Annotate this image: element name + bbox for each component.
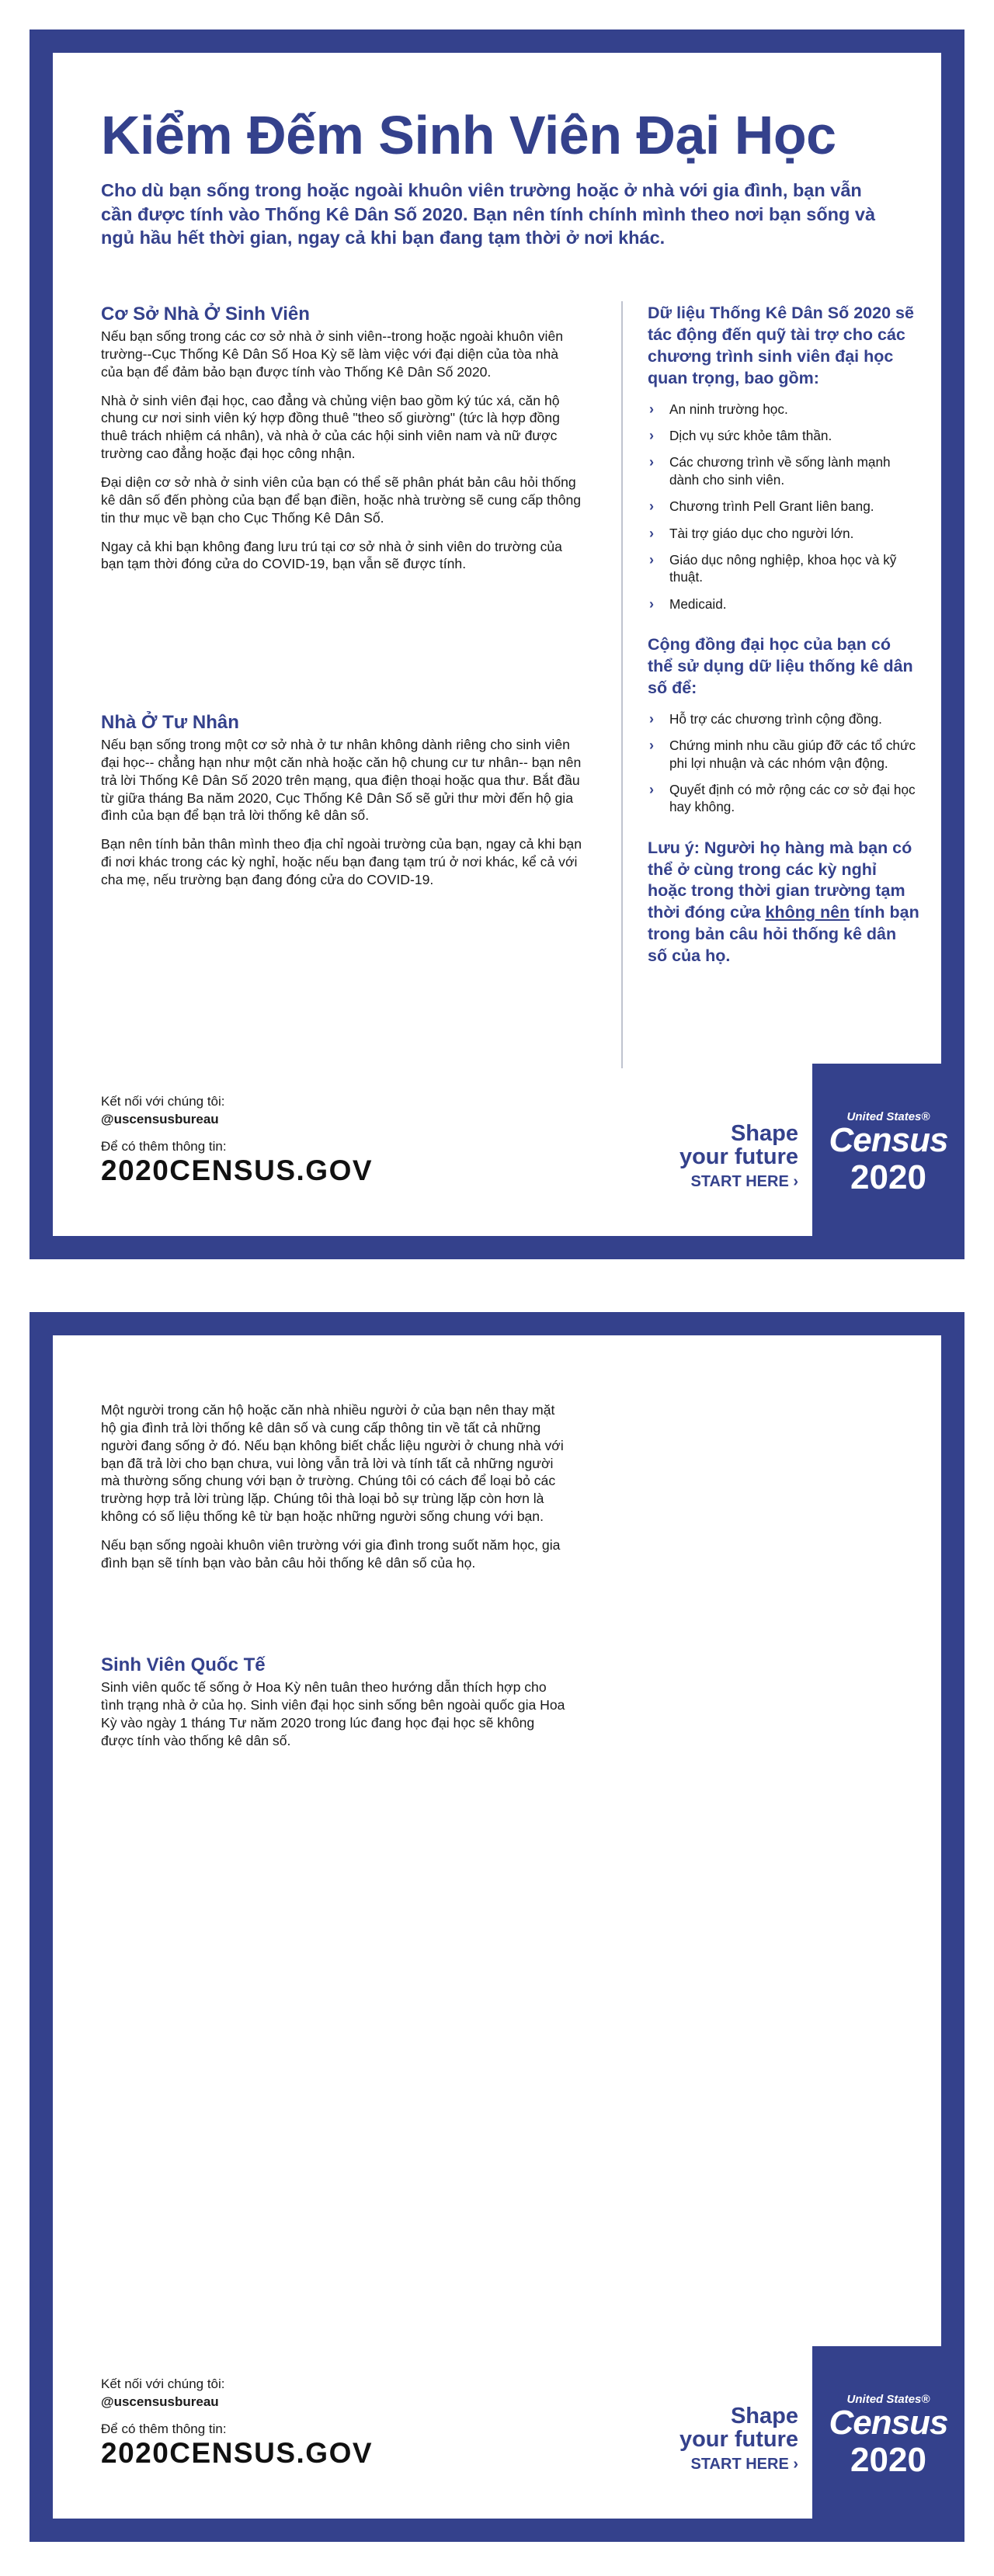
international-heading: Sinh Viên Quốc Tế [101,1654,266,1675]
body-paragraph: Nếu bạn sống ngoài khuôn viên trường với gia đình trong suốt năm học, gia đình bạn sẽ tính bạn vào bản câu hỏi thống kê dân số của họ. [101,1537,561,1571]
private-paragraph: Bạn nên tính bản thân mình theo địa chỉ ngoài trường của bạn, ngay cả khi bạn đi nơi khác trong các kỳ nghỉ, hoặc nếu bạn đang tạm trú ở nơi khác, kể cả với cha mẹ, nếu trường bạn đang đóng cửa do COVID-19. [101,836,582,888]
chevron-right-icon: › [649,551,654,568]
social-handle[interactable]: @uscensusbureau [101,2394,219,2409]
list-item: › Hỗ trợ các chương trình cộng đồng. [648,710,919,727]
connect-label: Kết nối với chúng tôi: [101,2376,225,2391]
community-list [648,710,919,816]
shape-your-future-tagline: Shape your future START HERE › [643,2404,798,2473]
page-title: Kiểm Đếm Sinh Viên Đại Học [101,105,836,165]
list-item: › An ninh trường học. [648,401,919,418]
funding-list [648,401,919,613]
body-paragraph: Một người trong căn hộ hoặc căn nhà nhiều người ở của bạn nên thay mặt hộ gia đình trả lời thống kê dân số và cung cấp thông tin về tất cả những người đang sống ở đó. Nếu bạn không biết chắc liệu người ở chung nhà với bạn đã trả lời cho bạn chưa, vui lòng vẫn trả lời và tính tất cả những người mà thường sống chung với bạn ở trường. Chúng tôi có cách để loại bỏ các trường hợp trả lời trùng lặp. Chúng tôi thà loại bỏ sự trùng lặp còn hơn là không có số liệu thống kê từ bạn hoặc những người sống chung với bạn. [101,1402,564,1525]
website-link[interactable]: 2020CENSUS.GOV [101,2436,374,2469]
dorm-heading: Cơ Sở Nhà Ở Sinh Viên [101,304,310,325]
shape-your-future-tagline: Shape your future START HERE › [643,1122,798,1190]
census-2020-logo: United States® Census 2020 [812,2346,964,2519]
column-divider [621,301,623,1068]
chevron-right-icon: › [649,498,654,515]
footer-contact [101,1093,373,1186]
private-section [101,711,582,900]
dorm-paragraph: Nhà ở sinh viên đại học, cao đẳng và chủng viện bao gồm ký túc xá, căn hộ chung cư nơi sinh viên ký hợp đồng thuê "theo số giường" (tức là hợp đồng thuê trách nhiệm cá nhân), và nhà ở của các hội sinh viên nam và nữ được trường cao đẳng hoặc đại học công nhận. [101,392,560,462]
census-2020-logo: United States® Census 2020 [812,1064,964,1236]
chevron-right-icon: › [649,401,654,417]
list-item: › Medicaid. [648,595,919,613]
list-item: › Quyết định có mở rộng các cơ sở đại học hay không. [649,781,916,815]
note-emphasis: không nên [765,903,850,922]
list-item: › Chương trình Pell Grant liên bang. [648,498,919,515]
chevron-right-icon: › [649,428,654,444]
list-item: › Các chương trình về sống lành mạnh dành cho sinh viên. [649,454,891,488]
sidebar [648,303,919,967]
chevron-right-icon: › [649,595,654,612]
private-heading: Nhà Ở Tư Nhân [101,712,239,733]
footer-contact [101,2376,373,2469]
community-heading: Cộng đồng đại học của bạn có thể sử dụng dữ liệu thống kê dân số để: [648,634,913,697]
dorm-paragraph: Đại diện cơ sở nhà ở sinh viên của bạn có thể sẽ phân phát bản câu hỏi thống kê dân số đến phòng của bạn để bạn điền, hoặc nhà trường sẽ cung cấp thông tin thư mục về bạn cho Cục Thống Kê Dân Số. [101,474,582,526]
list-item: › Chứng minh nhu cầu giúp đỡ các tổ chức phi lợi nhuận và các nhóm vận động. [649,738,916,771]
chevron-right-icon: › [649,525,654,541]
international-paragraph: Sinh viên quốc tế sống ở Hoa Kỳ nên tuân theo hướng dẫn thích hợp cho tình trạng nhà ở của họ. Sinh viên đại học sinh sống bên ngoài quốc gia Hoa Kỳ vào ngày 1 tháng Tư năm 2020 trong lúc đang học đại học sẽ không được tính vào thống kê dân số. [101,1679,565,1748]
connect-label: Kết nối với chúng tôi: [101,1094,225,1109]
start-here-link[interactable]: START HERE › [690,2455,798,2473]
page-2-frame [30,1312,964,2542]
social-handle[interactable]: @uscensusbureau [101,1111,219,1127]
page-1-content [53,53,948,1236]
start-here-link[interactable]: START HERE › [690,1172,798,1190]
shared-housing-section [101,1401,567,1583]
chevron-right-icon: › [649,738,654,754]
chevron-right-icon: › [649,454,654,470]
page-2-content [53,1335,948,2519]
international-section [101,1654,567,1760]
list-item: › Giáo dục nông nghiệp, khoa học và kỹ thuật. [649,551,897,585]
dorm-section [101,303,582,584]
private-paragraph: Nếu bạn sống trong một cơ sở nhà ở tư nhân không dành riêng cho sinh viên đại học-- chẳng hạn như một căn nhà hoặc căn hộ chung cư tư nhân-- bạn nên trả lời Thống Kê Dân Số 2020 trên mạng, qua điện thoại hoặc qua thư. Bắt đầu từ giữa tháng Ba năm 2020, Cục Thống Kê Dân Số sẽ gửi thư mời đến hộ gia đình của bạn để bạn trả lời thống kê dân số. [101,737,582,824]
list-item: › Dịch vụ sức khỏe tâm thần. [648,427,919,444]
more-info-label: Để có thêm thông tin: [101,1138,227,1154]
chevron-right-icon: › [649,710,654,727]
note: Lưu ý: Người họ hàng mà bạn có thể ở cùng trong các kỳ nghỉ hoặc trong thời gian trường tạm thời đóng cửa không nên tính bạn trong bản câu hỏi thống kê dân số của họ. [648,838,919,966]
more-info-label: Để có thêm thông tin: [101,2421,227,2436]
website-link[interactable]: 2020CENSUS.GOV [101,1154,374,1186]
intro-text: Cho dù bạn sống trong hoặc ngoài khuôn viên trường hoặc ở nhà với gia đình, bạn vẫn cần được tính vào Thống Kê Dân Số 2020. Bạn nên tính chính mình theo nơi bạn sống và ngủ hầu hết thời gian, ngay cả khi bạn đang tạm thời ở nơi khác. [101,180,876,248]
funding-heading: Dữ liệu Thống Kê Dân Số 2020 sẽ tác động đến quỹ tài trợ cho các chương trình sinh viên đại học quan trọng, bao gồm: [648,304,914,387]
dorm-paragraph: Ngay cả khi bạn không đang lưu trú tại cơ sở nhà ở sinh viên do trường của bạn tạm thời đóng cửa do COVID-19, bạn vẫn sẽ được tính. [101,538,562,572]
list-item: › Tài trợ giáo dục cho người lớn. [648,525,919,542]
dorm-paragraph: Nếu bạn sống trong các cơ sở nhà ở sinh viên--trong hoặc ngoài khuôn viên trường--Cục Thống Kê Dân Số Hoa Kỳ sẽ làm việc với đại diện của tòa nhà của bạn để đảm bảo bạn được tính vào Thống Kê Dân Số 2020. [101,328,564,380]
chevron-right-icon: › [649,781,654,797]
page-1-frame [30,30,964,1259]
